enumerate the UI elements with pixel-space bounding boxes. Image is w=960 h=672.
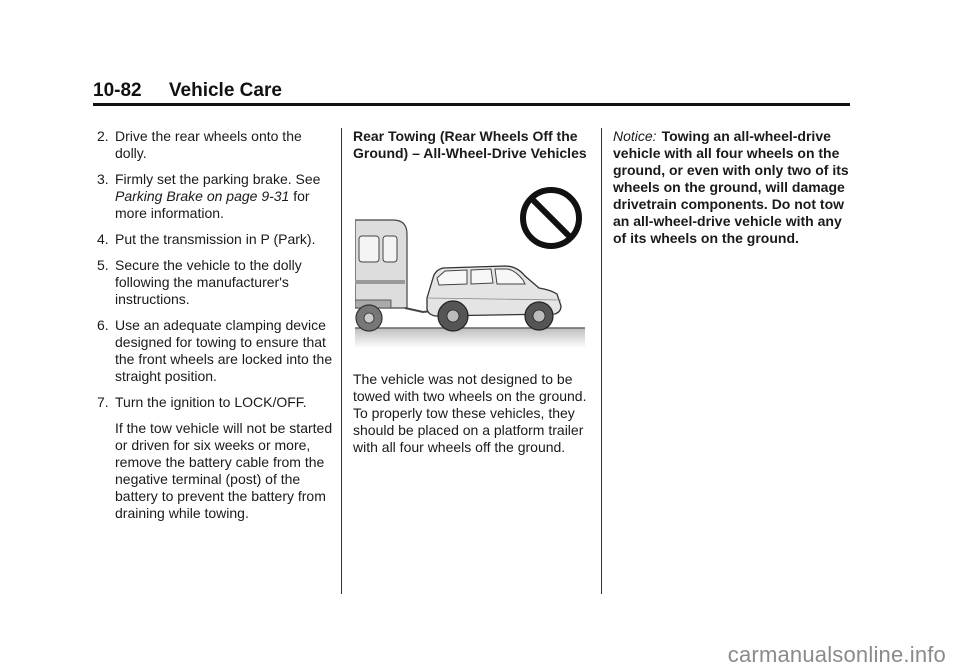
column-divider-left xyxy=(341,128,342,594)
section-heading: Rear Towing (Rear Wheels Off the Ground) – All-Wheel-Drive Vehicles xyxy=(353,128,587,161)
page-number: 10-82 xyxy=(93,80,142,101)
step-text: Firmly set the parking brake. See xyxy=(115,171,321,187)
towing-paragraph: The vehicle was not designed to be towed with two wheels on the ground. To properly tow these vehicles, they should be placed on a platform trailer with all four wheels off the ground. xyxy=(353,371,587,455)
column-divider-right xyxy=(601,128,602,594)
column-2 xyxy=(353,128,591,456)
step-item xyxy=(97,257,333,308)
step-number: 7. xyxy=(97,394,109,410)
step-item xyxy=(97,394,333,411)
suv xyxy=(427,266,561,331)
step-number: 5. xyxy=(97,257,109,273)
towing-illustration-svg xyxy=(355,180,585,355)
step-text: Use an adequate clamping device designed for towing to ensure that the front wheels are locked into the straight position. xyxy=(115,317,333,384)
step-item xyxy=(97,171,333,222)
step-item xyxy=(97,317,333,385)
prohibited-icon xyxy=(523,190,579,246)
chapter-title: Vehicle Care xyxy=(168,80,282,101)
notice-label: Notice: xyxy=(613,128,657,144)
step-list xyxy=(97,128,333,411)
step-number: 3. xyxy=(97,171,109,187)
motorhome xyxy=(355,220,407,331)
step-text: Put the transmission in P (Park). xyxy=(115,231,316,247)
step-text: Turn the ignition to LOCK/OFF. xyxy=(115,394,307,410)
step-item xyxy=(97,231,333,248)
header-rule xyxy=(93,103,850,106)
step-number: 4. xyxy=(97,231,109,247)
step-text: Secure the vehicle to the dolly following the manufacturer's instructions. xyxy=(115,257,302,307)
notice-text: Towing an all-wheel-drive vehicle with all four wheels on the ground, or even with only two of its wheels on the ground, will damage drivetrain components. Do not tow an all-wheel-drive vehicle with any of its wheels on the ground. xyxy=(613,128,849,246)
ground xyxy=(355,328,585,348)
step-number: 6. xyxy=(97,317,109,333)
column-1 xyxy=(97,128,333,522)
step-text: Drive the rear wheels onto the dolly. xyxy=(115,128,302,161)
towing-illustration xyxy=(355,180,585,355)
step-text: for more information. xyxy=(115,188,310,221)
page-header xyxy=(93,80,282,102)
step-number: 2. xyxy=(97,128,109,144)
watermark-text: carmanualsonline.info xyxy=(727,642,946,667)
notice-block xyxy=(613,128,858,247)
parking-brake-reference-link[interactable]: Parking Brake on page 9-31 xyxy=(115,188,290,204)
step-note: If the tow vehicle will not be started or driven for six weeks or more, remove the battery cable from the negative terminal (post) of the battery to prevent the battery from draining while towing. xyxy=(115,420,333,521)
step-item xyxy=(97,128,333,162)
column-3 xyxy=(613,128,858,247)
